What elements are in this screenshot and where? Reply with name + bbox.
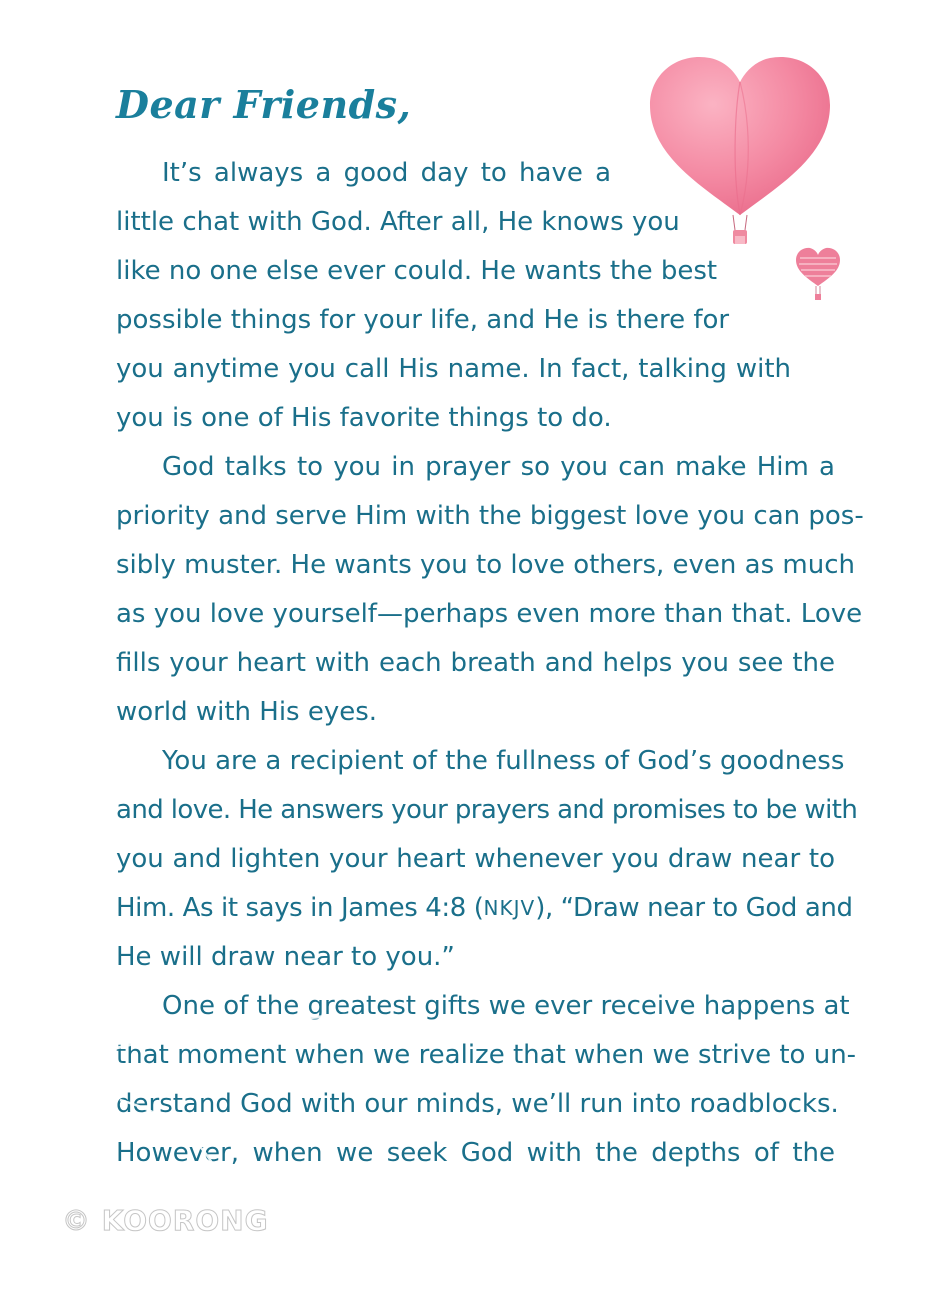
paragraph-3-line-3: you and lighten your heart whenever you draw near to <box>116 844 835 874</box>
paragraph-4-line-2: that moment when we realize that when we strive to un- <box>116 1040 857 1070</box>
watermark: © KOORONG <box>62 1204 269 1237</box>
paragraph-4-line-4: However, when we seek God with the depths of the <box>116 1138 835 1168</box>
paragraph-3-line-1: You are a recipient of the fullness of God’s goodness <box>162 746 845 776</box>
paragraph-2-line-3: sibly muster. He wants you to love others, even as much <box>116 550 855 580</box>
paragraph-3-line-4-end: ), “Draw near to God and <box>535 893 853 923</box>
paragraph-3-line-2: and love. He answers your prayers and promises to be with <box>116 795 858 825</box>
bible-version-abbrev: NKJV <box>483 896 536 920</box>
paragraph-2-line-1: God talks to you in prayer so you can make Him a <box>162 452 835 482</box>
paragraph-1-line-5: you anytime you call His name. In fact, talking with <box>116 354 791 384</box>
paragraph-4-line-3: derstand God with our minds, we’ll run into roadblocks. <box>116 1089 839 1119</box>
paragraph-3-line-4-start: Him. As it says in James 4:8 ( <box>116 893 484 923</box>
paragraph-4-line-1: One of the greatest gifts we ever receive happens at <box>162 991 850 1021</box>
paragraph-2-line-4: as you love yourself—perhaps even more than that. Love <box>116 599 863 629</box>
paragraph-3-line-5: He will draw near to you.” <box>116 942 455 972</box>
heart-balloon-small-icon <box>792 244 844 304</box>
paragraph-2-line-2: priority and serve Him with the biggest love you can pos- <box>116 501 864 531</box>
greeting-heading: Dear Friends, <box>116 82 412 127</box>
paragraph-1-line-1: It’s always a good day to have a <box>162 158 611 188</box>
paragraph-1-line-3: like no one else ever could. He wants the best <box>116 256 718 286</box>
paragraph-1-line-6: you is one of His favorite things to do. <box>116 403 612 433</box>
paragraph-2-line-5: fills your heart with each breath and helps you see the <box>116 648 835 678</box>
paragraph-1-line-4: possible things for your life, and He is there for <box>116 305 730 335</box>
paragraph-3-line-4 <box>116 892 853 924</box>
paragraph-1-line-2: little chat with God. After all, He knows you <box>116 207 680 237</box>
paragraph-2-line-6: world with His eyes. <box>116 697 378 727</box>
